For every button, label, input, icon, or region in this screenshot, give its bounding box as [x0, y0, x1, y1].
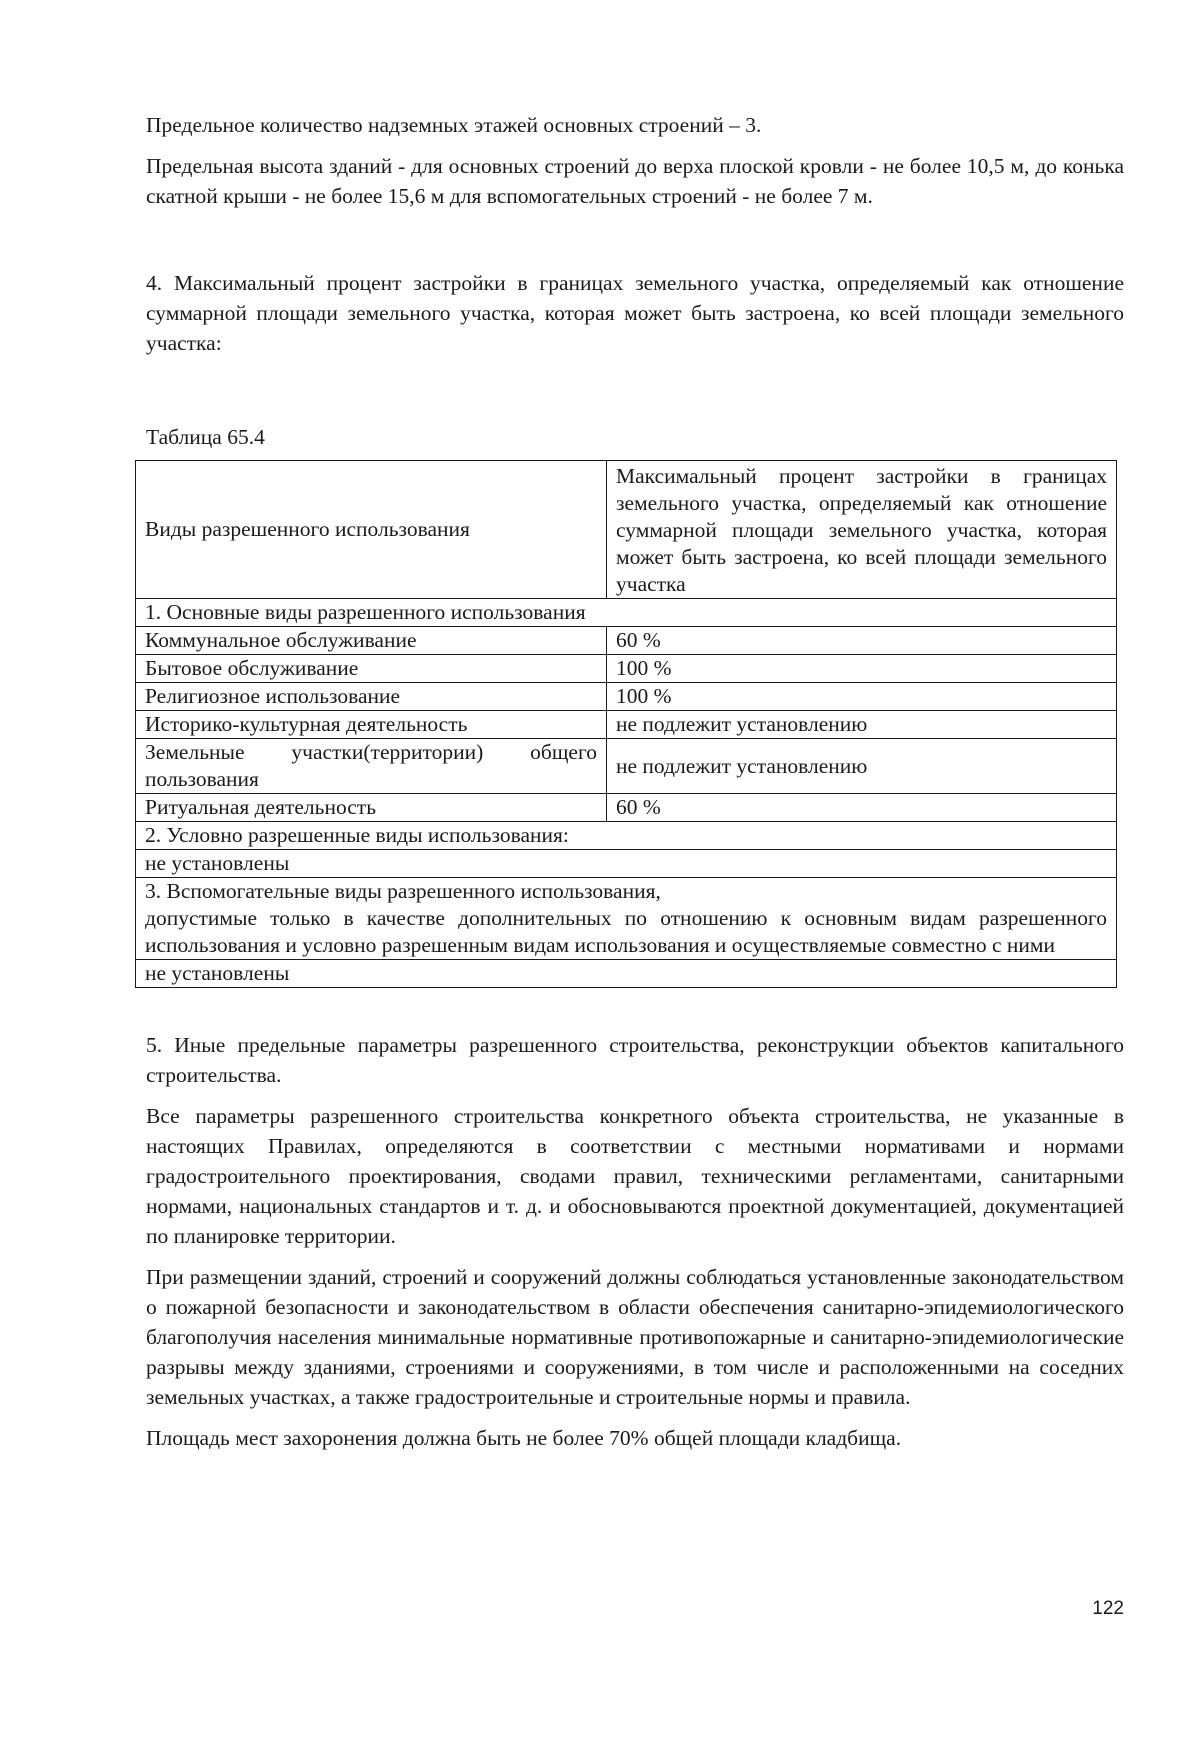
table-row	[136, 711, 1117, 739]
group-3-title: 3. Вспомогательные виды разрешенного использования,	[145, 879, 661, 903]
table-row	[136, 850, 1117, 878]
building-coverage-table	[135, 460, 1117, 988]
placement-paragraph: При размещении зданий, строений и сооружений должны соблюдаться установленные законодательством о пожарной безопасности и законодательством в области обеспечения санитарно-эпидемиологического благополучия населения минимальные нормативные противопожарные и санитарно-эпидемиологические разрывы между зданиями, строениями и сооружениями, в том числе и расположенными на соседних земельных участках, а также градостроительные и строительные нормы и правила.	[146, 1265, 1124, 1409]
row-value: 100 %	[607, 683, 1117, 711]
row-value: не подлежит установлению	[607, 739, 1117, 794]
group-2-value: не установлены	[136, 850, 1117, 878]
header-max-coverage: Максимальный процент застройки в границах земельного участка, определяемый как отношение суммарной площади земельного участка, которая может быть застроена, ко всей площади земельного участка	[607, 461, 1117, 599]
row-use: Земельные участки(территории) общего пользования	[136, 739, 607, 794]
row-value: не подлежит установлению	[607, 711, 1117, 739]
table-row	[136, 627, 1117, 655]
row-use: Бытовое обслуживание	[136, 655, 607, 683]
page-number: 122	[1092, 1598, 1124, 1619]
parameters-paragraph: Все параметры разрешенного строительства конкретного объекта строительства, не указанные в настоящих Правилах, определяются в соответствии с местными нормативами и нормами градостроительного проектирования, сводами правил, техническими регламентами, санитарными нормами, национальных стандартов и т. д. и обосновываются проектной документацией, документацией по планировке территории.	[146, 1104, 1124, 1248]
row-use: Ритуальная деятельность	[136, 794, 607, 822]
group-2-title: 2. Условно разрешенные виды использования:	[136, 822, 1117, 850]
group-3-value: не установлены	[136, 960, 1117, 988]
row-value: 60 %	[607, 794, 1117, 822]
group-3-cell	[136, 878, 1117, 960]
floors-limit-paragraph: Предельное количество надземных этажей основных строений – 3.	[146, 113, 762, 137]
table-row	[136, 794, 1117, 822]
header-use-types: Виды разрешенного использования	[136, 461, 607, 599]
table-row	[136, 655, 1117, 683]
group-1-title: 1. Основные виды разрешенного использования	[136, 599, 1117, 627]
row-use: Религиозное использование	[136, 683, 607, 711]
document-page	[146, 110, 1124, 1453]
table-group-row	[136, 599, 1117, 627]
table-group-row	[136, 878, 1117, 960]
section-4-paragraph: 4. Максимальный процент застройки в границах земельного участка, определяемый как отношение суммарной площади земельного участка, которая может быть застроена, ко всей площади земельного участка:	[146, 271, 1124, 355]
group-3-description: допустимые только в качестве дополнительных по отношению к основным видам разрешенного использования и условно разрешенным видам использования и осуществляемые совместно с ними	[145, 906, 1107, 957]
row-value: 60 %	[607, 627, 1117, 655]
row-use: Коммунальное обслуживание	[136, 627, 607, 655]
burial-area-paragraph: Площадь мест захоронения должна быть не более 70% общей площади кладбища.	[146, 1426, 902, 1450]
section-5-paragraph: 5. Иные предельные параметры разрешенного строительства, реконструкции объектов капитального строительства.	[146, 1033, 1124, 1087]
table-row	[136, 739, 1117, 794]
row-value: 100 %	[607, 655, 1117, 683]
table-group-row	[136, 822, 1117, 850]
table-row	[136, 683, 1117, 711]
table-header-row	[136, 461, 1117, 599]
height-limit-paragraph: Предельная высота зданий - для основных строений до верха плоской кровли - не более 10,5 м, до конька скатной крыши - не более 15,6 м для вспомогательных строений - не более 7 м.	[146, 154, 1124, 208]
table-caption: Таблица 65.4	[146, 425, 265, 449]
row-use: Историко-культурная деятельность	[136, 711, 607, 739]
table-row	[136, 960, 1117, 988]
